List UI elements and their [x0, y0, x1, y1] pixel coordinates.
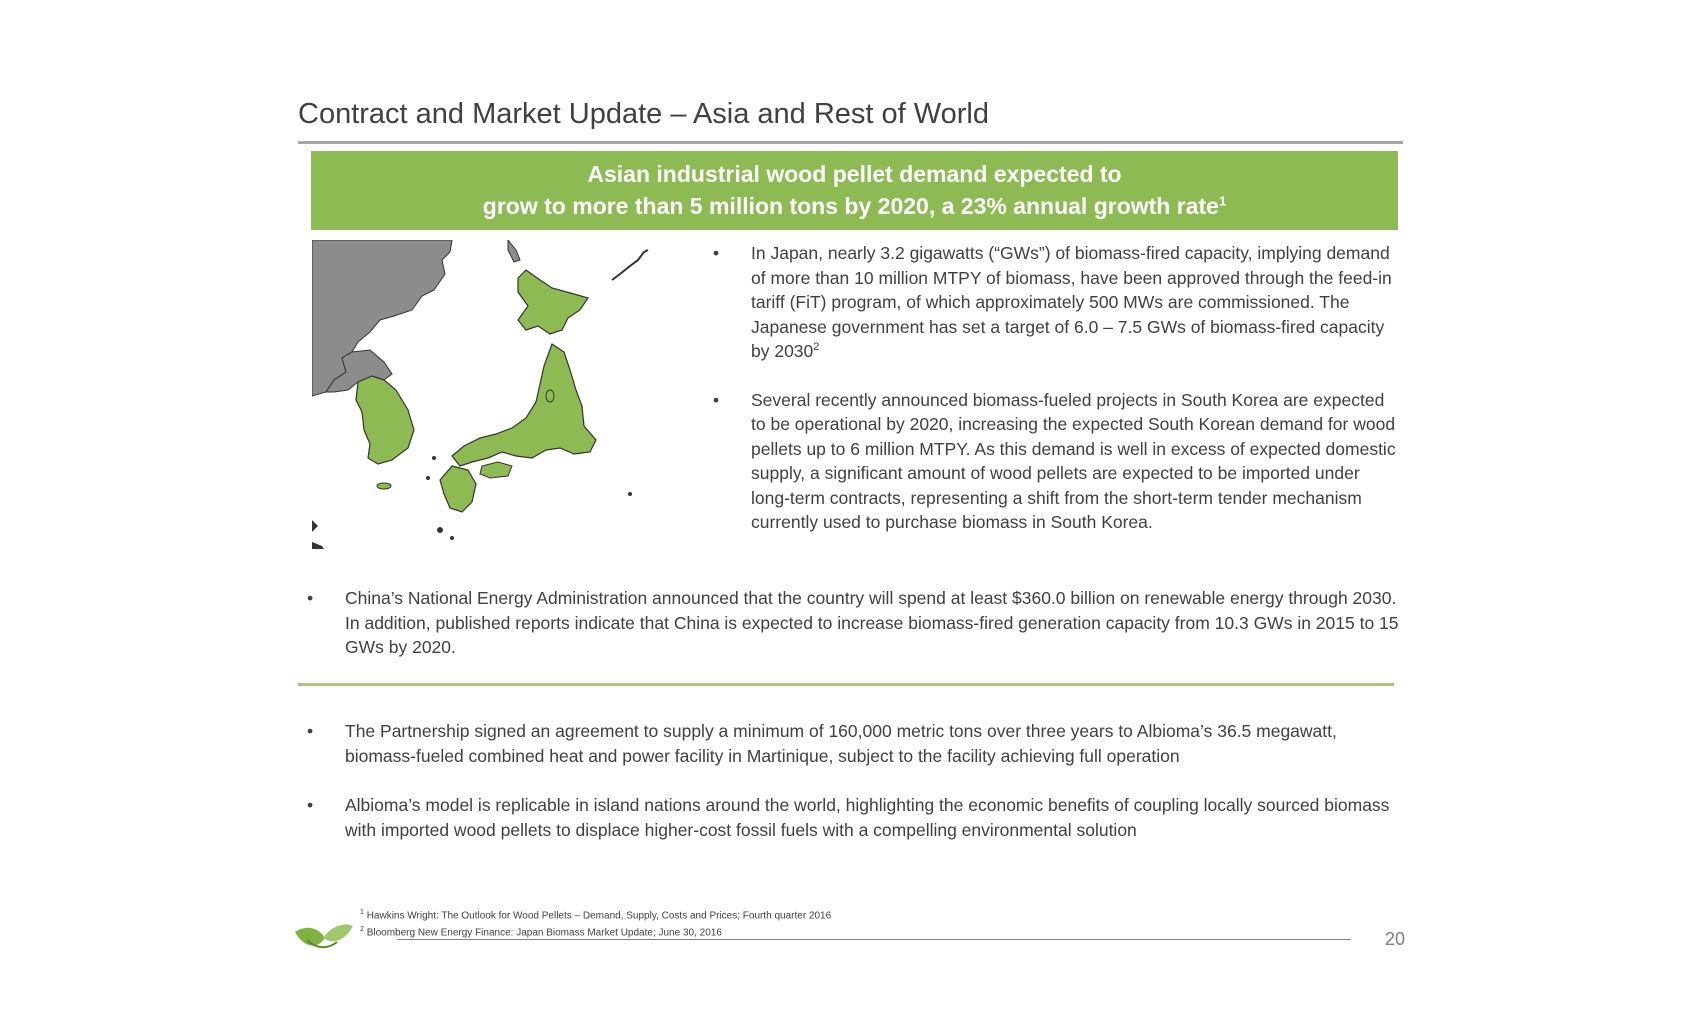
- map-japan-korea: [312, 240, 701, 549]
- bullet-text: Several recently announced biomass-fueled projects in South Korea are expected to be operational by 2020, increasing the expected South Korean demand for wood pellets up to 6 million MTPY. As this demand is well in excess of expected domestic supply, a significant amount of wood pellets are expected to be imported under long-term contracts, representing a shift from the short-term tender mechanism currently used to purchase biomass in South Korea.: [751, 389, 1396, 532]
- footnote-text: Hawkins Wright: The Outlook for Wood Pellets – Demand, Supply, Costs and Prices; Fourth quarter 2016: [366, 910, 832, 922]
- footer-rule: [397, 939, 1351, 940]
- footnotes: [360, 906, 831, 941]
- slide-title: Contract and Market Update – Asia and Rest of World: [298, 98, 989, 130]
- footnote-ref: 2: [813, 341, 820, 354]
- bullet-text: In Japan, nearly 3.2 gigawatts (“GWs”) of biomass-fired capacity, implying demand of more than 10 million MTPY of biomass, have been approved through the feed-in tariff (FiT) program, of which approximately 500 MWs are commissioned. The Japanese government has set a target of 6.0 – 7.5 GWs of biomass-fired capacity by 2030: [751, 243, 1392, 361]
- headline-banner: [311, 151, 1398, 230]
- bullet-glyph: •: [713, 243, 720, 263]
- china-bullets: [307, 586, 1405, 660]
- map-islet: [628, 492, 632, 496]
- bullet-glyph: •: [307, 588, 314, 608]
- bullet-glyph: •: [307, 795, 314, 815]
- bullet-japan: [713, 241, 1401, 364]
- bullet-text: Albioma’s model is replicable in island nations around the world, highlighting the economic benefits of coupling locally sourced biomass with imported wood pellets to displace higher-cost fossil fuels with a compelling environmental solution: [345, 795, 1390, 840]
- banner-line-1: Asian industrial wood pellet demand expected to: [587, 161, 1122, 187]
- enviva-leaf-logo-icon: [293, 918, 355, 954]
- map-islet: [437, 527, 443, 533]
- banner-line-2: [311, 190, 1398, 222]
- map-islet: [450, 536, 454, 540]
- page-number: 20: [1385, 929, 1406, 949]
- bullet-glyph: •: [307, 721, 314, 741]
- bullet-albioma-agreement: [307, 719, 1405, 768]
- footnote-num: 2: [360, 926, 364, 934]
- footnote-text: Bloomberg New Energy Finance: Japan Biomass Market Update; June 30, 2016: [366, 927, 722, 939]
- map-islet: [432, 456, 436, 460]
- map-jeju: [377, 483, 391, 489]
- bullet-glyph: •: [713, 389, 720, 410]
- title-underline: [298, 141, 1403, 144]
- map-sado: [546, 390, 554, 402]
- banner-footnote-ref: 1: [1218, 193, 1227, 209]
- banner-line-2-text: grow to more than 5 million tons by 2020, a 23% annual growth rate: [482, 193, 1219, 219]
- rest-of-world-bullets: [307, 719, 1405, 842]
- map-islet: [426, 476, 430, 480]
- bullet-south-korea: [713, 388, 1401, 535]
- bullet-china: [307, 586, 1405, 660]
- footnote-1: [360, 906, 831, 923]
- bullet-text: China’s National Energy Administration announced that the country will spend at least $360.0 billion on renewable energy through 2030. In addition, published reports indicate that China is expected to increase biomass-fired generation capacity from 10.3 GWs in 2015 to 15 GWs by 2020.: [345, 588, 1399, 657]
- bullet-text: The Partnership signed an agreement to supply a minimum of 160,000 metric tons over three years to Albioma’s 36.5 megawatt, biomass-fueled combined heat and power facility in Martinique, subject to the facility achieving full operation: [345, 721, 1337, 766]
- footnote-num: 1: [360, 909, 364, 916]
- asia-bullets: [713, 241, 1401, 535]
- bullet-albioma-model: [307, 793, 1405, 842]
- section-divider: [298, 683, 1394, 686]
